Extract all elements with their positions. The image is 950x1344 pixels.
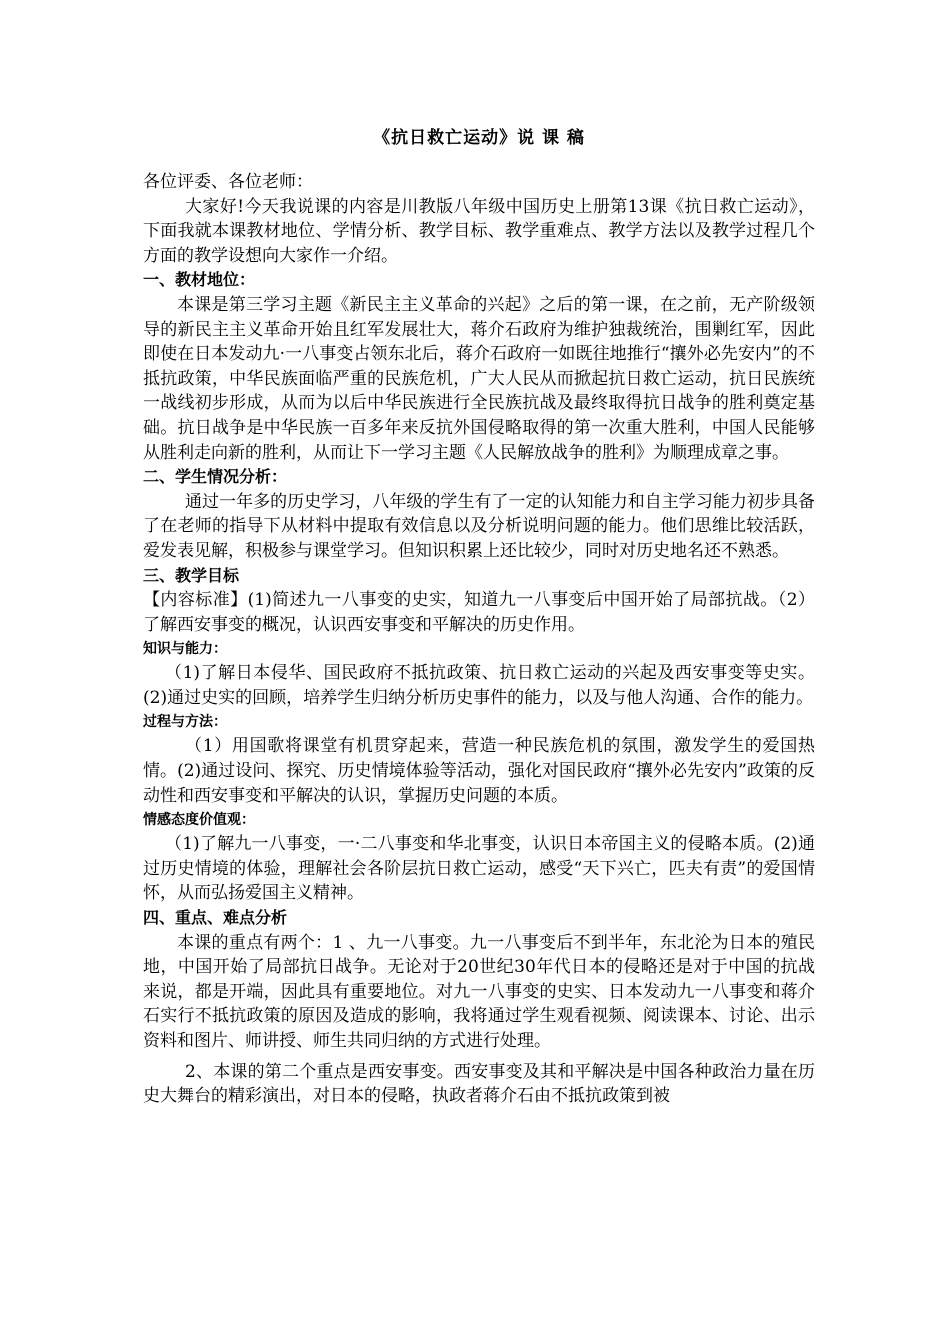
content-standard-paragraph: 【内容标准】(1)简述九一八事变的史实，知道九一八事变后中国开始了局部抗战。（2）了解西安事变的概况，认识西安事变和平解决的历史作用。 [143,590,815,635]
document-content [143,126,815,1109]
greeting: 各位评委、各位老师： [143,172,313,192]
student-analysis-paragraph: 通过一年多的历史学习，八年级的学生有了一定的认知能力和自主学习能力初步具备了在老师的指导下从材料中提取有效信息以及分析说明问题的能力。他们思维比较活跃，爱发表见解，积极参与课堂学习。但知识积累上还比较少，同时对历史地名还不熟悉。 [143,491,815,561]
knowledge-ability-paragraph: （1)了解日本侵华、国民政府不抵抗政策、抗日救亡运动的兴起及西安事变等史实。(2)通过史实的回顾，培养学生归纳分析历史事件的能力，以及与他人沟通、合作的能力。 [143,663,815,708]
section-heading-key-difficult-points: 四、重点、难点分析 [143,908,288,928]
section-heading-teaching-goals: 三、教学目标 [143,565,240,585]
knowledge-ability-label: 知识与能力： [143,641,227,658]
process-method-paragraph: （1）用国歌将课堂有机贯穿起来，营造一种民族危机的氛围，激发学生的爱国热情。(2)通过设问、探究、历史情境体验等活动，强化对国民政府“攘外必先安内”政策的反动性和西安事变和平解决的认识，掌握历史问题的本质。 [143,736,815,806]
section-heading-textbook-status: 一、教材地位： [143,270,256,290]
page-title: 《抗日救亡运动》说 课 稿 [373,128,585,148]
key-point-one-paragraph: 本课的重点有两个：1 、九一八事变。九一八事变后不到半年，东北沦为日本的殖民地，中国开始了局部抗日战争。无论对于20世纪30年代日本的侵略还是对于中国的抗战来说，都是开端，因此具有重要地位。对九一八事变的史实、日本发动九一八事变和蒋介石实行不抵抗政策的原因及造成的影响，我将通过学生观看视频、阅读课本、讨论、出示资料和图片、师讲授、师生共同归纳的方式进行处理。 [143,932,815,1051]
emotion-values-label: 情感态度价值观： [143,812,255,829]
section-heading-student-analysis: 二、学生情况分析： [143,467,288,487]
textbook-status-paragraph: 本课是第三学习主题《新民主主义革命的兴起》之后的第一课，在之前，无产阶级领导的新民主主义革命开始且红军发展壮大，蒋介石政府为维护独裁统治，围剿红军，因此即使在日本发动九·一八事变占领东北后，蒋介石政府一如既往地推行“攘外必先安内”的不抵抗政策，中华民族面临严重的民族危机，广大人民从而掀起抗日救亡运动，抗日民族统一战线初步形成，从而为以后中华民族进行全民族抗战及最终取得抗日战争的胜利奠定基础。抗日战争是中华民族一百多年来反抗外国侵略取得的第一次重大胜利，中国人民能够从胜利走向新的胜利，从而让下一学习主题《人民解放战争的胜利》为顺理成章之事。 [143,294,815,463]
intro-paragraph: 大家好!今天我说课的内容是川教版八年级中国历史上册第13课《抗日救亡运动》，下面我就本课教材地位、学情分析、教学目标、教学重难点、教学方法以及教学过程几个方面的教学设想向大家作一介绍。 [143,196,815,266]
key-point-two-paragraph: 2、本课的第二个重点是西安事变。西安事变及其和平解决是中国各种政治力量在历史大舞台的精彩演出，对日本的侵略，执政者蒋介石由不抵抗政策到被 [143,1061,815,1107]
emotion-values-paragraph: （1)了解九一八事变，一·二八事变和华北事变，认识日本帝国主义的侵略本质。(2)通过历史情境的体验，理解社会各阶层抗日救亡运动，感受“天下兴亡，匹夫有责”的爱国情怀，从而弘扬爱国主义精神。 [143,834,815,904]
process-method-label: 过程与方法： [143,714,227,731]
